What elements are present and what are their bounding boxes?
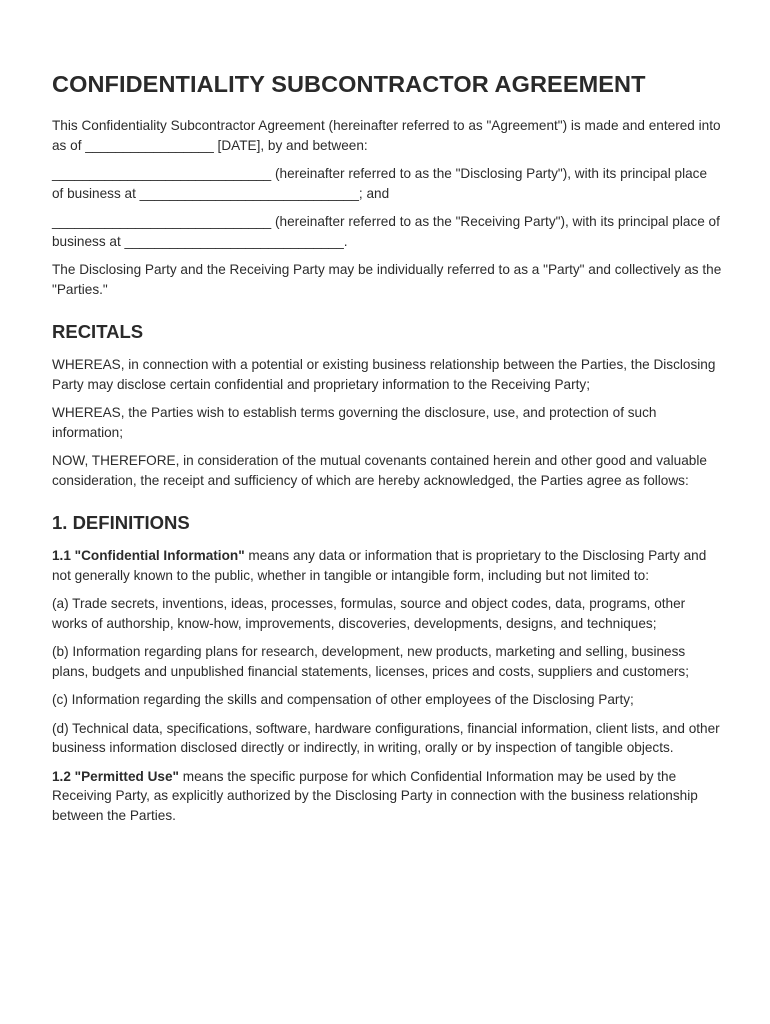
receiving-party-paragraph: _____________________________ (hereinafter referred to as the "Receiving Party"), with its principal place of business at _____________________________. (52, 214, 720, 249)
recitals-heading: RECITALS (52, 321, 144, 342)
definition-list-item: (b) Information regarding plans for research, development, new products, marketing and selling, business plans, budgets and unpublished financial statements, licenses, prices and costs, suppliers and customers; (52, 644, 690, 679)
parties-note-paragraph: The Disclosing Party and the Receiving Party may be individually referred to as a "Party" and collectively as the "Parties." (52, 262, 722, 297)
disclosing-party-paragraph: _____________________________ (hereinafter referred to as the "Disclosing Party"), with its principal place of business at _____________________________; and (52, 166, 708, 201)
definition-list-item: (c) Information regarding the skills and compensation of other employees of the Disclosing Party; (52, 692, 634, 707)
definition-list-item: (d) Technical data, specifications, software, hardware configurations, financial information, client lists, and other business information disclosed directly or indirectly, in writing, orally or by inspection of tangible objects. (52, 720, 720, 755)
recital-paragraph: NOW, THEREFORE, in consideration of the mutual covenants contained herein and other good and valuable consideration, the receipt and sufficiency of which are hereby acknowledged, the Parties agree as follows: (52, 453, 707, 488)
definition-term: 1.1 "Confidential Information" (52, 548, 245, 563)
document-title: CONFIDENTIALITY SUBCONTRACTOR AGREEMENT (52, 71, 646, 97)
recital-paragraph: WHEREAS, the Parties wish to establish terms governing the disclosure, use, and protection of such information; (52, 405, 657, 440)
definition-confidential-information (52, 546, 722, 585)
intro-paragraph: This Confidentiality Subcontractor Agreement (hereinafter referred to as "Agreement") is made and entered into as of _________________ [DATE], by and between: (52, 118, 721, 153)
definition-permitted-use (52, 767, 722, 826)
definition-list-item: (a) Trade secrets, inventions, ideas, processes, formulas, source and object codes, data, programs, other works of authorship, know-how, improvements, discoveries, developments, designs, and techniques; (52, 596, 686, 631)
document-body (52, 66, 722, 834)
definition-text: means the specific purpose for which Confidential Information may be used by the Receiving Party, as explicitly authorized by the Disclosing Party in connection with the business relationship between the Parties. (52, 768, 698, 823)
definition-text: means any data or information that is proprietary to the Disclosing Party and not generally known to the public, whether in tangible or intangible form, including but not limited to: (52, 548, 707, 583)
definitions-heading: 1. DEFINITIONS (52, 512, 190, 533)
definition-term: 1.2 "Permitted Use" (52, 768, 179, 784)
recital-paragraph: WHEREAS, in connection with a potential or existing business relationship between the Parties, the Disclosing Party may disclose certain confidential and proprietary information to the Receiving Party; (52, 357, 716, 392)
